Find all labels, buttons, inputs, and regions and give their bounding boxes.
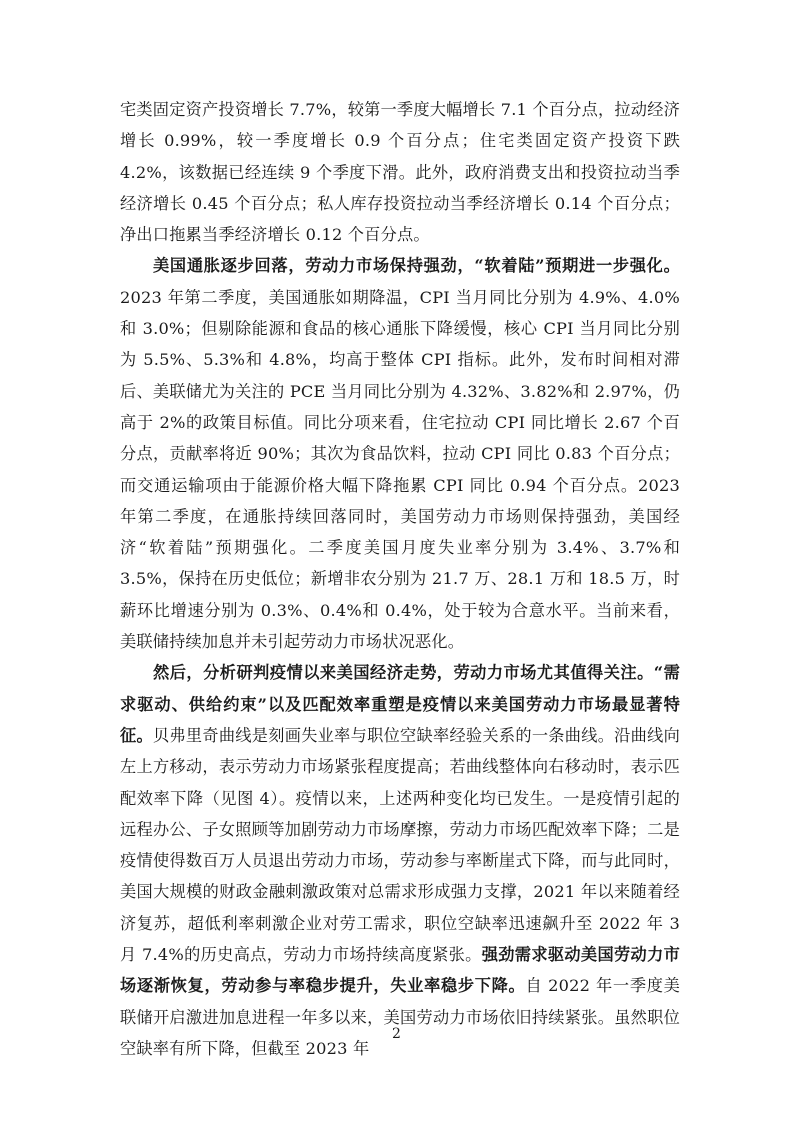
paragraph-labor-market	[120, 657, 680, 1064]
paragraph-inflation-body: 2023 年第二季度，美国通胀如期降温，CPI 当月同比分别为 4.9%、4.0%和 3.0%；但剔除能源和食品的核心通胀下降缓慢，核心 CPI 当月同比分别为 5.5%、5.3%和 4.8%，均高于整体 CPI 指标。此外，发布时间相对滞后、美联储尤为关注的 PCE 当月同比分别为 4.32%、3.82%和 2.97%，仍高于 2%的政策目标值。同比分项来看，住宅拉动 CPI 同比增长 2.67 个百分点，贡献率将近 90%；其次为食品饮料，拉动 CPI 同比 0.83 个百分点；而交通运输项由于能源价格大幅下降拖累 CPI 同比 0.94 个百分点。2023 年第二季度，在通胀持续回落同时，美国劳动力市场则保持强劲，美国经济“软着陆”预期强化。二季度美国月度失业率分别为 3.4%、3.7%和 3.5%，保持在历史低位；新增非农分别为 21.7 万、28.1 万和 18.5 万，时薪环比增速分别为 0.3%、0.4%和 0.4%，处于较为合意水平。当前来看，美联储持续加息并未引起劳动力市场状况恶化。	[120, 287, 680, 652]
paragraph-labor-market-body: 贝弗里奇曲线是刻画失业率与职位空缺率经验关系的一条曲线。沿曲线向左上方移动，表示劳动力市场紧张程度提高；若曲线整体向右移动时，表示匹配效率下降（见图 4）。疫情以来，上述两种变化均已发生。一是疫情引起的远程办公、子女照顾等加剧劳动力市场摩擦，劳动力市场匹配效率下降；二是疫情使得数百万人员退出劳动力市场，劳动参与率断崖式下降，而与此同时，美国大规模的财政金融刺激政策对总需求形成强力支撑，2021 年以来随着经济复苏，超低利率刺激企业对劳工需求，职位空缺率迅速飙升至 2022 年 3 月 7.4%的历史高点，劳动力市场持续高度紧张。	[120, 725, 680, 965]
paragraph-investment-text: 宅类固定资产投资增长 7.7%，较第一季度大幅增长 7.1 个百分点，拉动经济增长 0.99%，较一季度增长 0.9 个百分点；住宅类固定资产投资下跌 4.2%，该数据已经连续 9 个季度下滑。此外，政府消费支出和投资拉动当季经济增长 0.45 个百分点；私人库存投资拉动当季经济增长 0.14 个百分点；净出口拖累当季经济增长 0.12 个百分点。	[120, 100, 680, 245]
paragraph-inflation	[120, 250, 680, 657]
page-number: 2	[392, 1026, 401, 1042]
paragraph-labor-market-lead: 然后，分析研判疫情以来美国经济走势，劳动力市场尤其值得关注。“需求驱动、供给约束”以及匹配效率重塑是疫情以来美国劳动力市场最显著特征。	[120, 663, 680, 745]
paragraph-inflation-lead: 美国通胀逐步回落，劳动力市场保持强劲，“软着陆”预期进一步强化。	[153, 256, 680, 276]
document-body	[120, 94, 680, 1064]
paragraph-labor-market-bold-sentence: 强劲需求驱动美国劳动力市场逐渐恢复，劳动参与率稳步提升，失业率稳步下降。	[120, 945, 680, 996]
paragraph-investment	[120, 94, 680, 250]
paragraph-labor-market-tail: 自 2022 年一季度美联储开启激进加息进程一年多以来，美国劳动力市场依旧持续紧张。虽然职位空缺率有所下降，但截至 2023 年	[120, 976, 680, 1058]
